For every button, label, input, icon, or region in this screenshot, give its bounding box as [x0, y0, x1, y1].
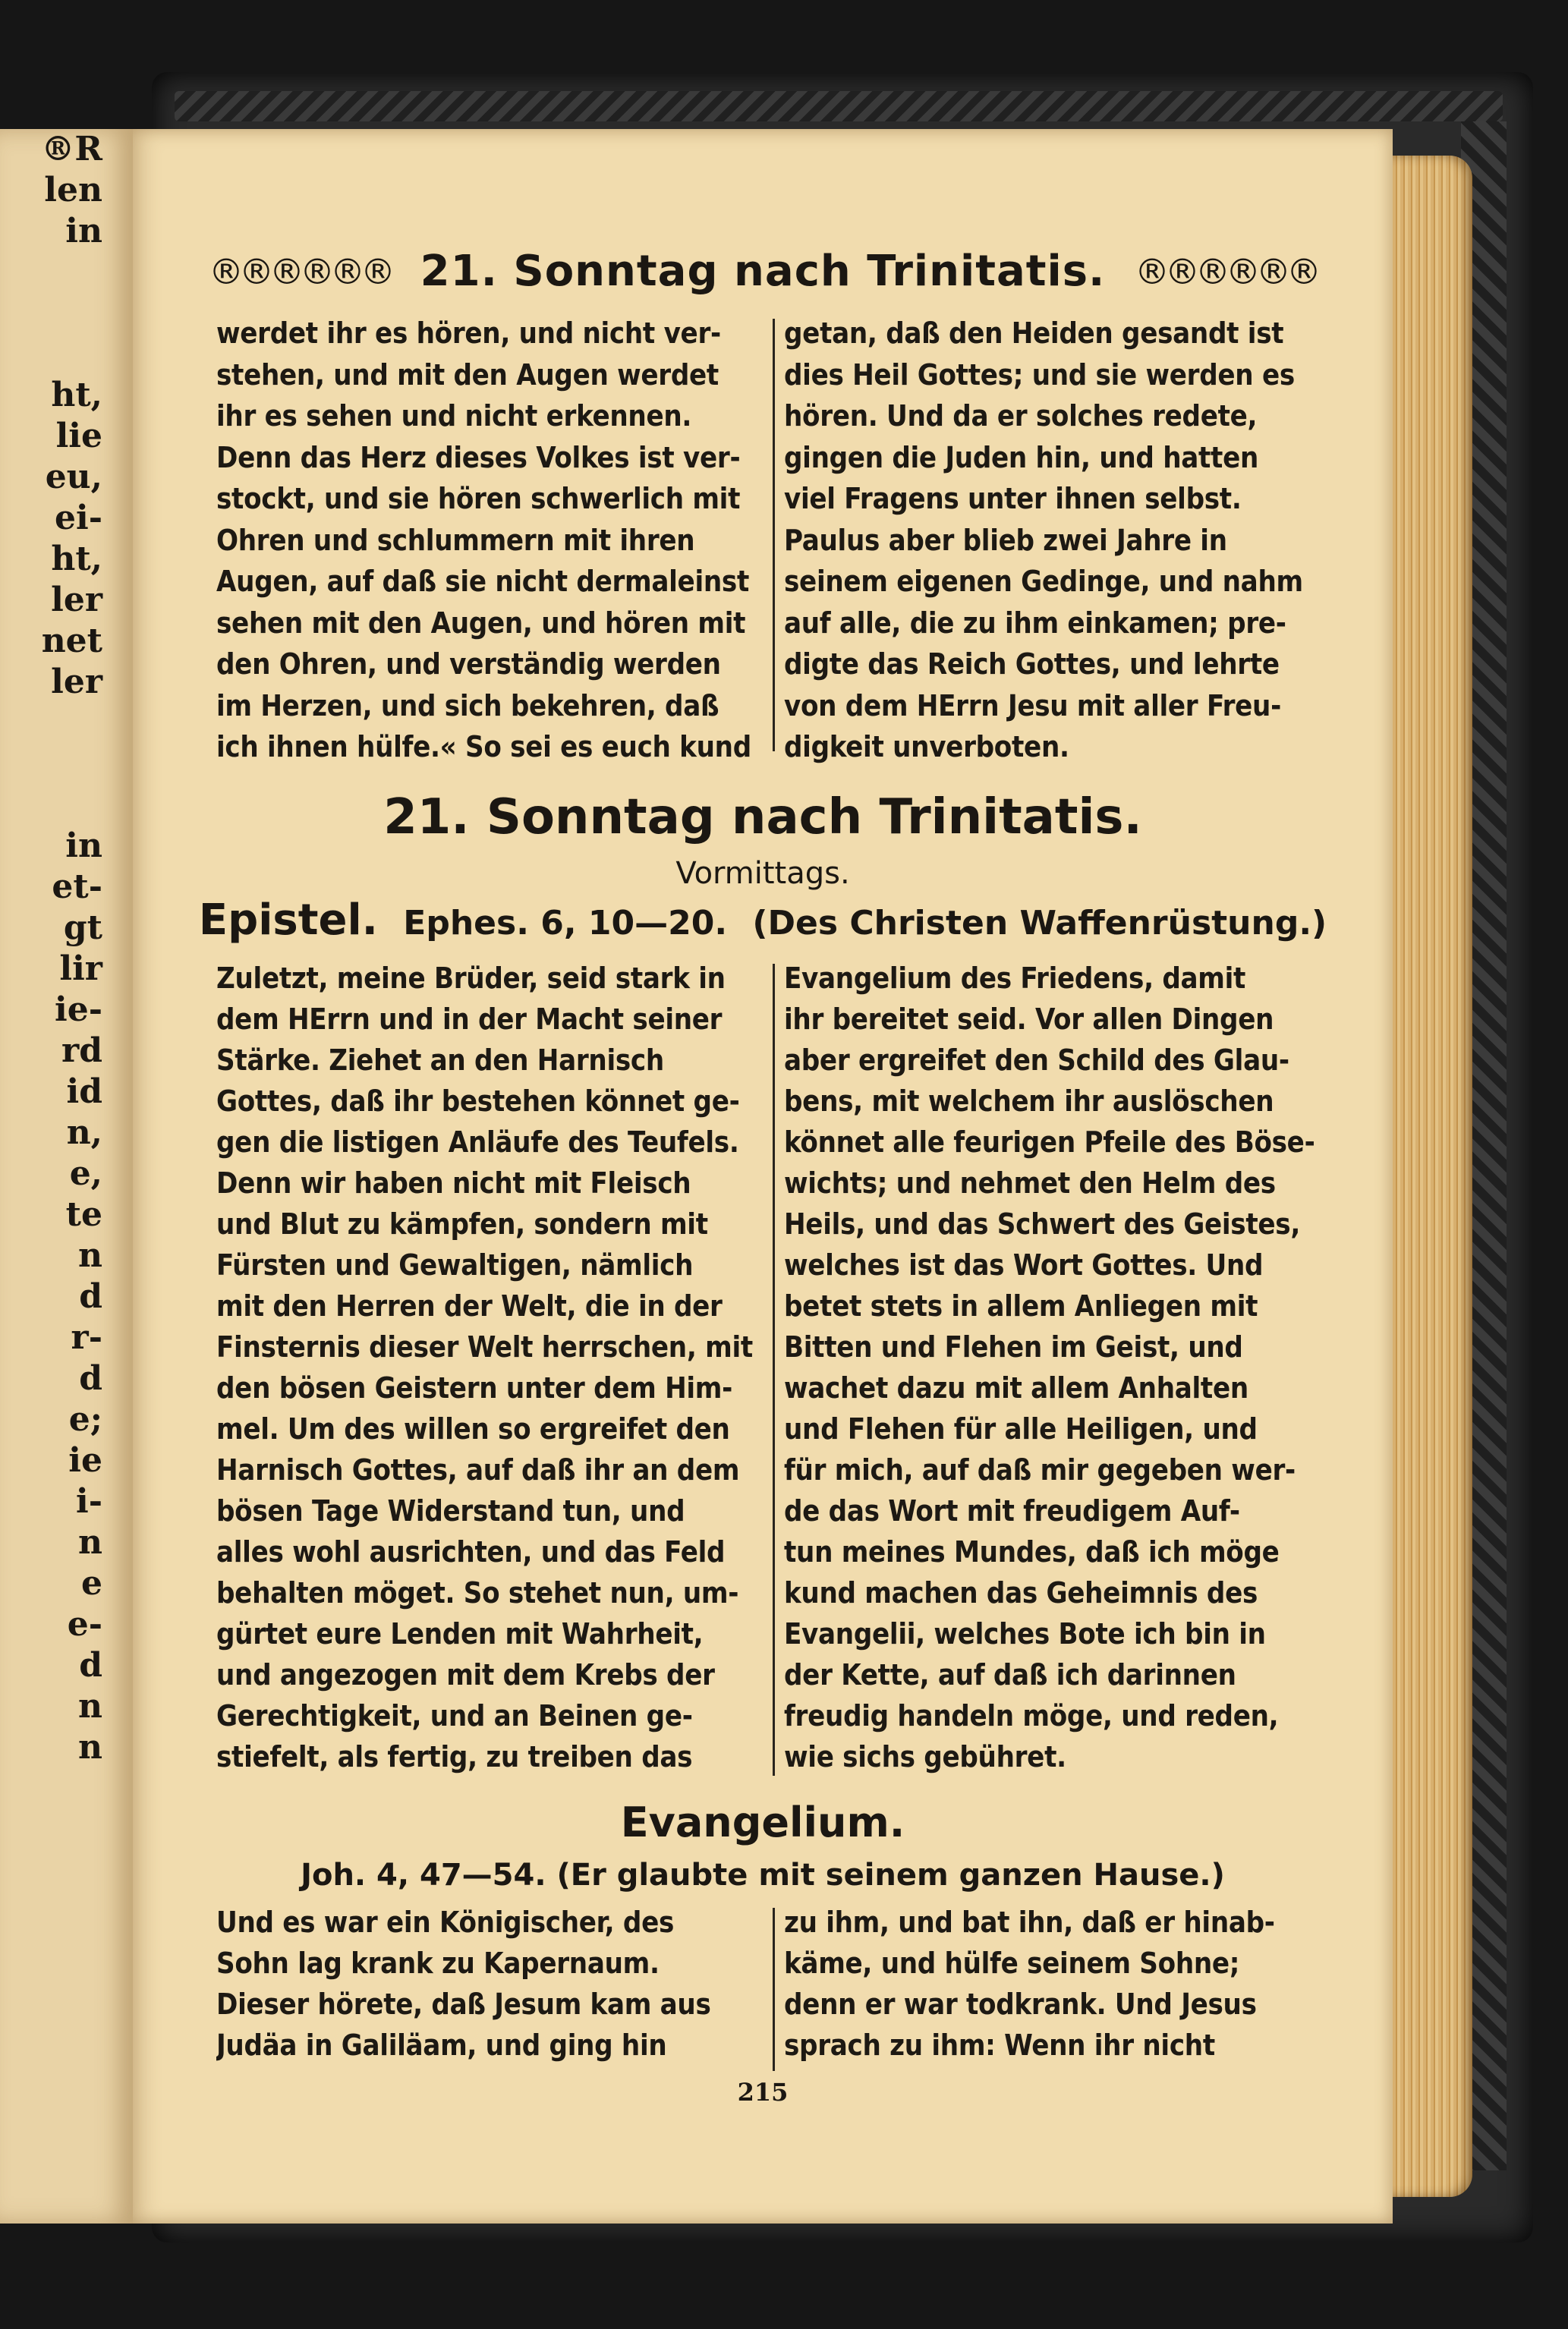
text-line: im Herzen, und sich bekehren, daß — [216, 688, 719, 722]
text-line: viel Fragens unter ihnen selbst. — [784, 482, 1242, 515]
fragment-line: len — [44, 171, 102, 209]
text-line: Und es war ein Königischer, des — [216, 1906, 675, 1939]
text-line: gen die listigen Anläufe des Teufels. — [216, 1125, 739, 1159]
fragment-line — [0, 744, 102, 785]
text-line: von dem HErrn Jesu mit aller Freu- — [784, 688, 1281, 722]
column-rule — [773, 1908, 775, 2071]
left-page — [0, 129, 133, 2224]
text-line: digte das Reich Gottes, und lehrte — [784, 647, 1280, 681]
text-line: getan, daß den Heiden gesandt ist — [784, 316, 1284, 350]
text-line: de das Wort mit freudigem Auf- — [784, 1494, 1240, 1528]
text-line: ihr bereitet seid. Vor allen Dingen — [784, 1002, 1274, 1036]
text-line: welches ist das Wort Gottes. Und — [784, 1248, 1264, 1282]
text-line: Paulus aber blieb zwei Jahre in — [784, 523, 1227, 557]
fragment-line: ie- — [55, 990, 102, 1029]
text-line: der Kette, auf daß ich darinnen — [784, 1658, 1236, 1692]
text-line: mel. Um des willen so ergreifet den — [216, 1412, 730, 1446]
fragment-line: n — [78, 1523, 102, 1562]
fragment-line — [0, 703, 102, 744]
text-line: gingen die Juden hin, und hatten — [784, 440, 1259, 474]
text-line: alles wohl ausrichten, und das Feld — [216, 1535, 726, 1569]
text-line: bösen Tage Widerstand tun, und — [216, 1494, 685, 1528]
text-line: und Flehen für alle Heiligen, und — [784, 1412, 1258, 1446]
epistle-topic: (Des Christen Waffenrüstung.) — [752, 904, 1327, 943]
fragment-line: e — [81, 1564, 102, 1603]
text-line: hören. Und da er solches redete, — [784, 399, 1258, 433]
fragment-line: in — [65, 826, 102, 865]
text-line: Heils, und das Schwert des Geistes, — [784, 1207, 1301, 1241]
epistle-left-column — [216, 958, 763, 1777]
gospel-left-column — [216, 1902, 763, 2066]
text-line: Bitten und Flehen im Geist, und — [784, 1330, 1243, 1364]
text-line: dem HErrn und in der Macht seiner — [216, 1002, 723, 1036]
gospel-right-column — [784, 1902, 1330, 2066]
text-line: für mich, auf daß mir gegeben wer- — [784, 1453, 1296, 1487]
ornament-left: ®®®®®® — [209, 250, 391, 292]
section-heading: 21. Sonntag nach Trinitatis. — [383, 789, 1142, 845]
fragment-line: gt — [63, 908, 102, 947]
fragment-line: eu, — [45, 458, 102, 496]
text-line: dies Heil Gottes; und sie werden es — [784, 357, 1295, 392]
text-line: ihr es sehen und nicht erkennen. — [216, 399, 692, 433]
fragment-line: in — [65, 212, 102, 250]
fragment-line — [0, 252, 102, 293]
column-rule — [773, 319, 775, 751]
page-number: 215 — [737, 2078, 789, 2107]
epistle-right-column — [784, 958, 1330, 1777]
fragment-line: rd — [61, 1031, 102, 1070]
text-line: denn er war todkrank. Und Jesus — [784, 1988, 1257, 2021]
epistle-label: Epistel. — [198, 895, 378, 945]
fragment-line: et- — [52, 867, 102, 906]
text-line: stiefelt, als fertig, zu treiben das — [216, 1740, 693, 1774]
fragment-line: id — [66, 1072, 102, 1111]
text-line: Ohren und schlummern mit ihren — [216, 523, 695, 557]
text-line: Gottes, daß ihr bestehen könnet ge- — [216, 1084, 740, 1118]
fragment-line: e, — [69, 1154, 102, 1193]
text-line: gürtet eure Lenden mit Wahrheit, — [216, 1617, 704, 1651]
text-line: aber ergreifet den Schild des Glau- — [784, 1043, 1289, 1077]
text-line: bens, mit welchem ihr auslöschen — [784, 1084, 1274, 1118]
text-line: stehen, und mit den Augen werdet — [216, 357, 719, 392]
text-line: käme, und hülfe seinem Sohne; — [784, 1947, 1240, 1980]
fragment-line: ®R — [41, 130, 102, 168]
text-line: könnet alle feurigen Pfeile des Böse- — [784, 1125, 1315, 1159]
fragment-line: d — [79, 1359, 102, 1398]
text-line: den bösen Geistern unter dem Him- — [216, 1371, 733, 1405]
text-line: digkeit unverboten. — [784, 730, 1069, 763]
fragment-line: te — [65, 1195, 102, 1234]
text-line: Sohn lag krank zu Kapernaum. — [216, 1947, 660, 1980]
fragment-line — [0, 334, 102, 375]
fragment-line: ht, — [51, 540, 102, 578]
running-head — [209, 235, 1317, 307]
fragment-line: e- — [67, 1605, 102, 1644]
text-line: sprach zu ihm: Wenn ihr nicht — [784, 2028, 1215, 2062]
text-line: Stärke. Ziehet an den Harnisch — [216, 1043, 664, 1077]
fragment-line: e; — [68, 1400, 102, 1439]
fragment-line: n — [78, 1687, 102, 1726]
fragment-line: net — [41, 622, 102, 660]
fragment-line — [0, 293, 102, 334]
section1-right-column — [784, 313, 1330, 768]
text-line: Evangelium des Friedens, damit — [784, 961, 1246, 995]
gospel-heading: Evangelium. — [620, 1799, 905, 1846]
text-line: und Blut zu kämpfen, sondern mit — [216, 1207, 708, 1241]
text-line: tun meines Mundes, daß ich möge — [784, 1535, 1280, 1569]
fragment-line: ht, — [51, 376, 102, 414]
text-line: sehen mit den Augen, und hören mit — [216, 606, 746, 640]
text-line: betet stets in allem Anliegen mit — [784, 1289, 1258, 1323]
text-line: mit den Herren der Welt, die in der — [216, 1289, 723, 1323]
section-subheading: Vormittags. — [675, 856, 850, 891]
text-line: Denn wir haben nicht mit Fleisch — [216, 1166, 691, 1200]
ornament-right: ®®®®®® — [1135, 250, 1317, 292]
fragment-line: lie — [55, 417, 102, 455]
text-line: kund machen das Geheimnis des — [784, 1576, 1258, 1610]
book-page — [133, 129, 1393, 2224]
fragment-line: i- — [76, 1482, 102, 1521]
running-head-title: 21. Sonntag nach Trinitatis. — [420, 247, 1106, 296]
fragment-line: d — [79, 1277, 102, 1316]
text-line: ich ihnen hülfe.« So sei es euch kund — [216, 730, 751, 763]
text-line: Dieser hörete, daß Jesum kam aus — [216, 1988, 711, 2021]
text-line: werdet ihr es hören, und nicht ver- — [216, 316, 721, 350]
fragment-line: ler — [51, 663, 102, 701]
fragment-line: ler — [51, 581, 102, 619]
text-line: und angezogen mit dem Krebs der — [216, 1658, 715, 1692]
fragment-line: n — [78, 1236, 102, 1275]
text-line: Gerechtigkeit, und an Beinen ge- — [216, 1699, 693, 1733]
section1-left-column — [216, 313, 763, 768]
epistle-reference: Ephes. 6, 10—20. — [403, 904, 728, 943]
column-rule — [773, 964, 775, 1776]
text-line: freudig handeln möge, und reden, — [784, 1699, 1279, 1733]
text-line: Evangelii, welches Bote ich bin in — [784, 1617, 1266, 1651]
epistle-heading-row — [133, 895, 1393, 945]
fragment-line: ie — [68, 1441, 102, 1480]
text-line: Harnisch Gottes, auf daß ihr an dem — [216, 1453, 740, 1487]
fragment-line: r- — [71, 1318, 102, 1357]
text-line: seinem eigenen Gedinge, und nahm — [784, 565, 1303, 598]
text-line: wachet dazu mit allem Anhalten — [784, 1371, 1248, 1405]
fragment-line: n — [78, 1728, 102, 1767]
fragment-line: ei- — [55, 499, 102, 537]
text-line: stockt, und sie hören schwerlich mit — [216, 482, 741, 515]
text-line: wie sichs gebühret. — [784, 1740, 1066, 1774]
gospel-reference: Joh. 4, 47—54. (Er glaubte mit seinem ganzen Hause.) — [301, 1858, 1225, 1893]
text-line: Denn das Herz dieses Volkes ist ver- — [216, 440, 741, 474]
text-line: wichts; und nehmet den Helm des — [784, 1166, 1276, 1200]
text-line: Zuletzt, meine Brüder, seid stark in — [216, 961, 726, 995]
fragment-line — [0, 785, 102, 826]
text-line: Finsternis dieser Welt herrschen, mit — [216, 1330, 753, 1364]
text-line: behalten möget. So stehet nun, um- — [216, 1576, 739, 1610]
fragment-line: d — [79, 1646, 102, 1685]
fragment-line: n, — [66, 1113, 102, 1152]
left-page-fragment-text — [0, 129, 102, 1768]
text-line: auf alle, die zu ihm einkamen; pre- — [784, 606, 1286, 640]
cover-binding-pattern — [175, 91, 1503, 121]
text-line: Judäa in Galiläam, und ging hin — [216, 2028, 667, 2062]
text-line: den Ohren, und verständig werden — [216, 647, 721, 681]
fragment-line: lir — [59, 949, 102, 988]
text-line: zu ihm, und bat ihn, daß er hinab- — [784, 1906, 1275, 1939]
text-line: Augen, auf daß sie nicht dermaleinst — [216, 565, 749, 598]
text-line: Fürsten und Gewaltigen, nämlich — [216, 1248, 694, 1282]
